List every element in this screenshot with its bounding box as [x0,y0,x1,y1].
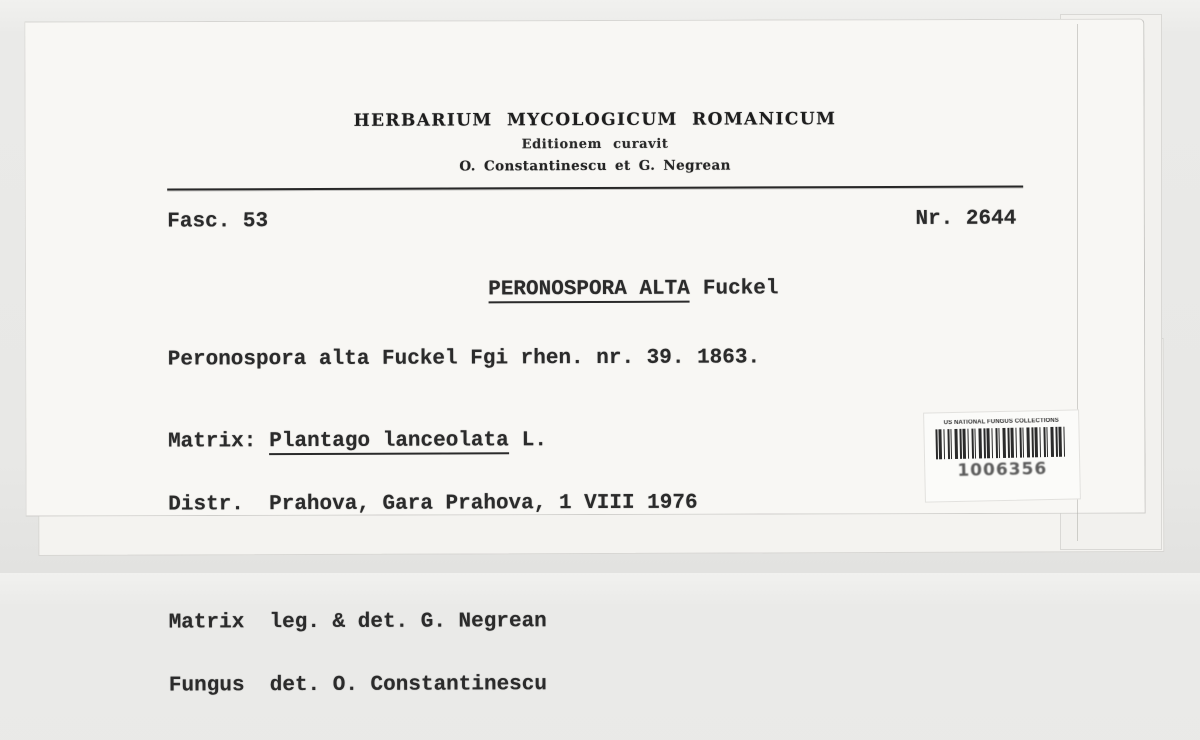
barcode-number: 1006356 [957,459,1048,481]
herbarium-editors: O. Constantinescu et G. Negrean [459,157,731,175]
matrix-species: Plantago lanceolata [269,429,509,454]
barcode-institution: US NATIONAL FUNGUS COLLECTIONS [943,417,1059,427]
matrix-line [168,429,1024,453]
barcode-icon [935,427,1068,460]
fascicle-number: Fasc. 53 [167,210,269,234]
herbarium-subtitle: Editionem curavit [521,136,669,153]
distribution-line: Distr. Prahova, Gara Prahova, 1 VIII 1976 [168,491,698,517]
matrix-collector-line: Matrix leg. & det. G. Negrean [168,610,547,635]
fungus-determiner-line: Fungus det. O. Constantinescu [168,673,548,698]
barcode-label [923,409,1081,502]
specimen-label [167,109,1025,739]
species-title [167,250,1023,331]
herbarium-title: HERBARIUM MYCOLOGICUM ROMANICUM [353,109,837,131]
matrix-label: Matrix: [168,430,257,454]
synonymy-line: Peronospora alta Fuckel Fgi rhen. nr. 39. 1863. [167,346,761,372]
species-name: PERONOSPORA ALTA [488,277,690,302]
species-author: Fuckel [702,277,779,301]
matrix-author: L. [521,429,547,453]
specimen-number: Nr. 2644 [915,207,1017,231]
letterhead-rule [167,186,1023,191]
